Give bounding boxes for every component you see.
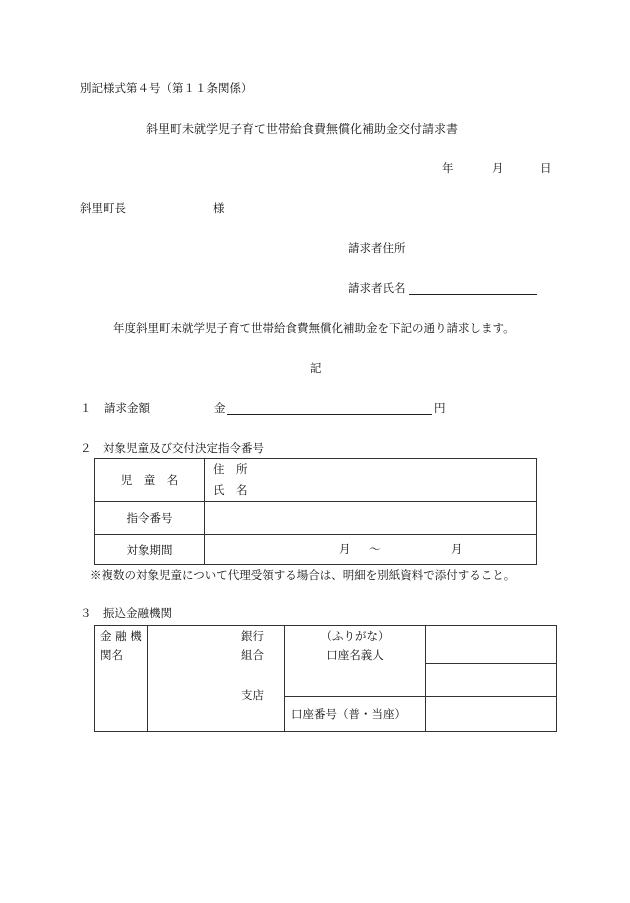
furigana-label: （ふりがな） xyxy=(320,629,390,643)
furigana-field[interactable] xyxy=(426,626,557,664)
institution-label-1: 金 融 機 xyxy=(100,629,142,643)
account-number-label xyxy=(285,697,426,732)
child-name-label: 児 童 名 xyxy=(95,459,205,502)
account-holder-label: 口座名義人 xyxy=(326,647,384,662)
holder-label-cell xyxy=(285,626,426,697)
bank-suffix: 銀行 xyxy=(241,629,264,643)
institution-label-cell xyxy=(95,626,148,732)
order-number-label: 指令番号 xyxy=(95,502,205,535)
form-reference: 別記様式第４号（第１１条関係） xyxy=(80,81,253,95)
section1-number: １ xyxy=(80,401,92,415)
claimant-address-label: 請求者住所 xyxy=(348,241,406,255)
union-suffix: 組合 xyxy=(241,648,264,662)
intro-text: 年度斜里町未就学児子育て世帯給食費無償化補助金を下記の通り請求します。 xyxy=(113,321,515,335)
order-number-field[interactable] xyxy=(205,502,537,535)
period-from-month: 月 xyxy=(339,542,351,556)
amount-prefix: 金 xyxy=(214,401,226,415)
date-month: 月 xyxy=(492,161,504,175)
institution-name-field[interactable] xyxy=(148,626,285,732)
period-separator: ～ xyxy=(369,542,381,556)
document-title: 斜里町未就学児子育て世帯給食費無償化補助金交付請求書 xyxy=(146,122,459,136)
section1-label: 請求金額 xyxy=(104,401,150,415)
period-label: 対象期間 xyxy=(95,535,205,565)
child-address-label: 住 所 xyxy=(213,462,248,476)
date-day: 日 xyxy=(540,161,552,175)
bank-table xyxy=(94,625,557,732)
child-table xyxy=(94,458,537,565)
account-holder-field[interactable] xyxy=(426,664,557,697)
section2-note: ※複数の対象児童について代理受領する場合は、明細を別紙資料で添付すること。 xyxy=(90,568,516,582)
ki-marker: 記 xyxy=(310,361,322,375)
section2-heading: ２ 対象児童及び交付決定指令番号 xyxy=(80,441,264,455)
claimant-name-line xyxy=(409,294,537,295)
amount-suffix: 円 xyxy=(434,401,446,415)
child-info-cell[interactable] xyxy=(205,459,537,502)
account-number-field[interactable] xyxy=(426,697,557,732)
institution-label-2: 関名 xyxy=(100,647,123,662)
child-name-field-label: 氏 名 xyxy=(213,482,248,497)
section3-heading: ３ 振込金融機関 xyxy=(80,606,172,620)
claimant-name-label: 請求者氏名 xyxy=(348,281,406,295)
addressee-name: 斜里町長 xyxy=(80,201,126,215)
date-year: 年 xyxy=(442,161,454,175)
account-number-text: 口座番号（普・当座） xyxy=(291,707,406,721)
period-to-month: 月 xyxy=(451,542,463,556)
amount-line xyxy=(227,414,432,415)
addressee-honorific: 様 xyxy=(213,201,225,215)
branch-suffix: 支店 xyxy=(241,688,264,702)
period-field[interactable] xyxy=(205,535,537,565)
